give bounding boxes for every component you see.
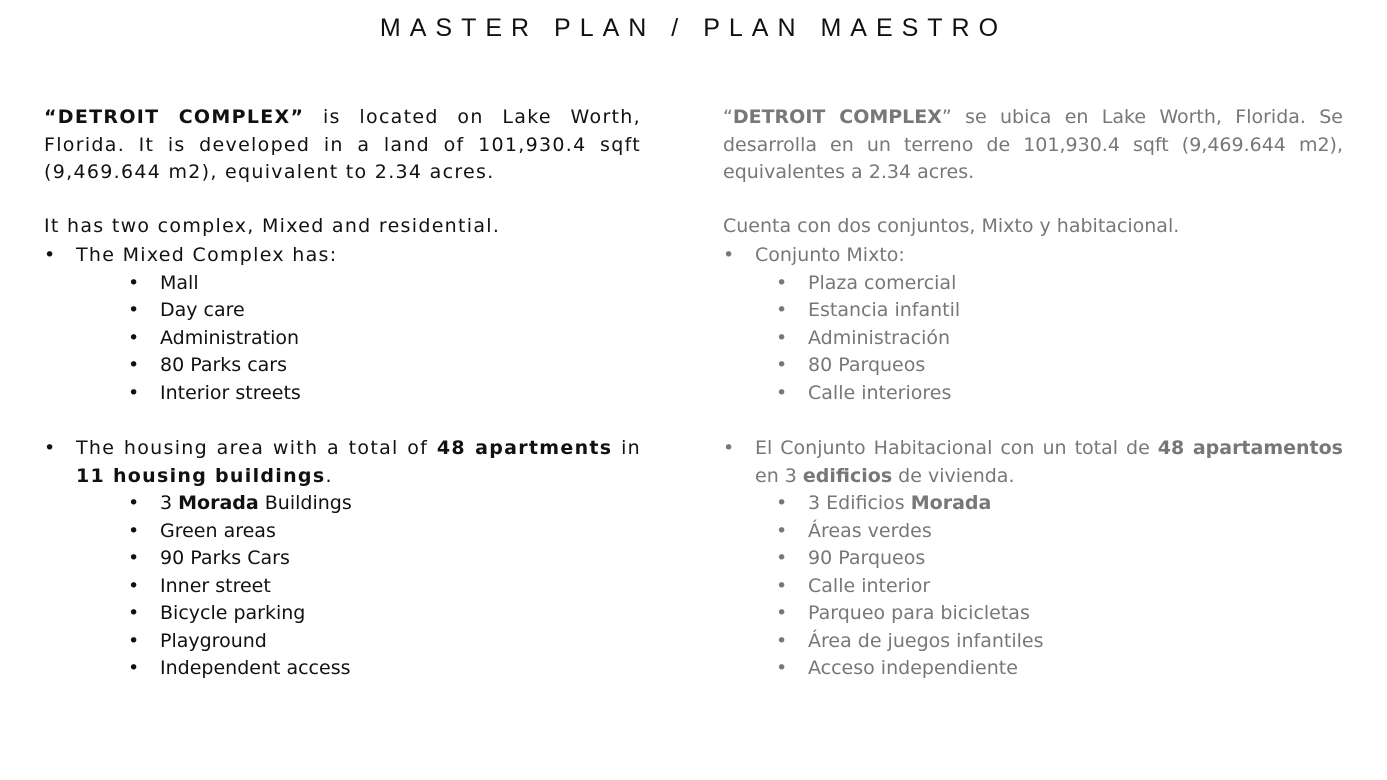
complex-summary: Cuenta con dos conjuntos, Mixto y habitacional.	[723, 214, 1180, 237]
list-item: • Green areas	[160, 518, 641, 546]
list-item: • Day care	[160, 297, 641, 325]
list-item: • Playground	[160, 628, 641, 656]
list-item: • Inner street	[160, 573, 641, 601]
mixed-complex-list	[723, 270, 1343, 408]
housing-text: de vivienda.	[892, 464, 1015, 487]
mixed-complex-list	[44, 270, 641, 408]
intro-paragraph: “DETROIT COMPLEX” se ubica en Lake Worth, Florida. Se desarrolla en un terreno de 101,930.4 sqft (9,469.644 m2), equivalentes a 2.34 acres.	[723, 106, 1343, 183]
list-item: • Plaza comercial	[808, 270, 1343, 298]
list-item: • Estancia infantil	[808, 297, 1343, 325]
list-item: • Administración	[808, 325, 1343, 353]
list-item: • Parqueo para bicicletas	[808, 600, 1343, 628]
mixed-complex-heading: • Conjunto Mixto:	[723, 242, 1343, 270]
list-item: • Mall	[160, 270, 641, 298]
list-item: • Independent access	[160, 655, 641, 683]
housing-text: .	[325, 464, 333, 487]
housing-area-list	[44, 490, 641, 683]
list-item: • Interior streets	[160, 380, 641, 408]
intro-text: ” se ubica en Lake Worth, Florida. Se desarrolla en un terreno de 101,930.4 sqft (9,469.644 m2), equivalentes a 2.34 acres.	[723, 106, 1343, 183]
apartments-count: 48 apartments	[436, 437, 613, 459]
english-column	[44, 104, 641, 683]
intro-paragraph	[44, 104, 641, 187]
housing-text: El Conjunto Habitacional con un total de	[755, 437, 1158, 459]
intro-text: is located on Lake Worth, Florida. It is developed in a land of 101,930.4 sqft (9,469.644 m2), equivalent to 2.34 acres.	[44, 106, 641, 183]
list-item: • Calle interiores	[808, 380, 1343, 408]
housing-text: en 3	[755, 464, 803, 487]
housing-area-heading	[723, 435, 1343, 490]
list-item: • 90 Parqueos	[808, 545, 1343, 573]
complex-summary: It has two complex, Mixed and residential.	[44, 214, 501, 237]
apartments-count: 48 apartamentos	[1157, 437, 1343, 459]
list-item: • Calle interior	[808, 573, 1343, 601]
project-name: “DETROIT COMPLEX”	[44, 106, 305, 128]
housing-text: in	[612, 437, 641, 459]
list-item: • 80 Parqueos	[808, 352, 1343, 380]
list-item: • 90 Parks Cars	[160, 545, 641, 573]
page-title: MASTER PLAN / PLAN MAESTRO	[379, 14, 1008, 42]
list-item: • Acceso independiente	[808, 655, 1343, 683]
spanish-column	[723, 104, 1343, 683]
list-item: • 80 Parks cars	[160, 352, 641, 380]
project-name: DETROIT COMPLEX	[732, 106, 942, 128]
housing-area-heading	[44, 435, 641, 490]
list-item: • Administration	[160, 325, 641, 353]
housing-text: The housing area with a total of	[76, 437, 437, 459]
list-item: • Áreas verdes	[808, 518, 1343, 546]
list-item: • 3 Morada Buildings	[160, 490, 641, 518]
housing-area-list	[723, 490, 1343, 683]
list-item: • Bicycle parking	[160, 600, 641, 628]
list-item: • Área de juegos infantiles	[808, 628, 1343, 656]
mixed-complex-heading: • The Mixed Complex has:	[44, 242, 641, 270]
buildings-count: edificios	[802, 464, 893, 487]
list-item: • 3 Edificios Morada	[808, 490, 1343, 518]
buildings-count: 11 housing buildings	[76, 464, 326, 487]
